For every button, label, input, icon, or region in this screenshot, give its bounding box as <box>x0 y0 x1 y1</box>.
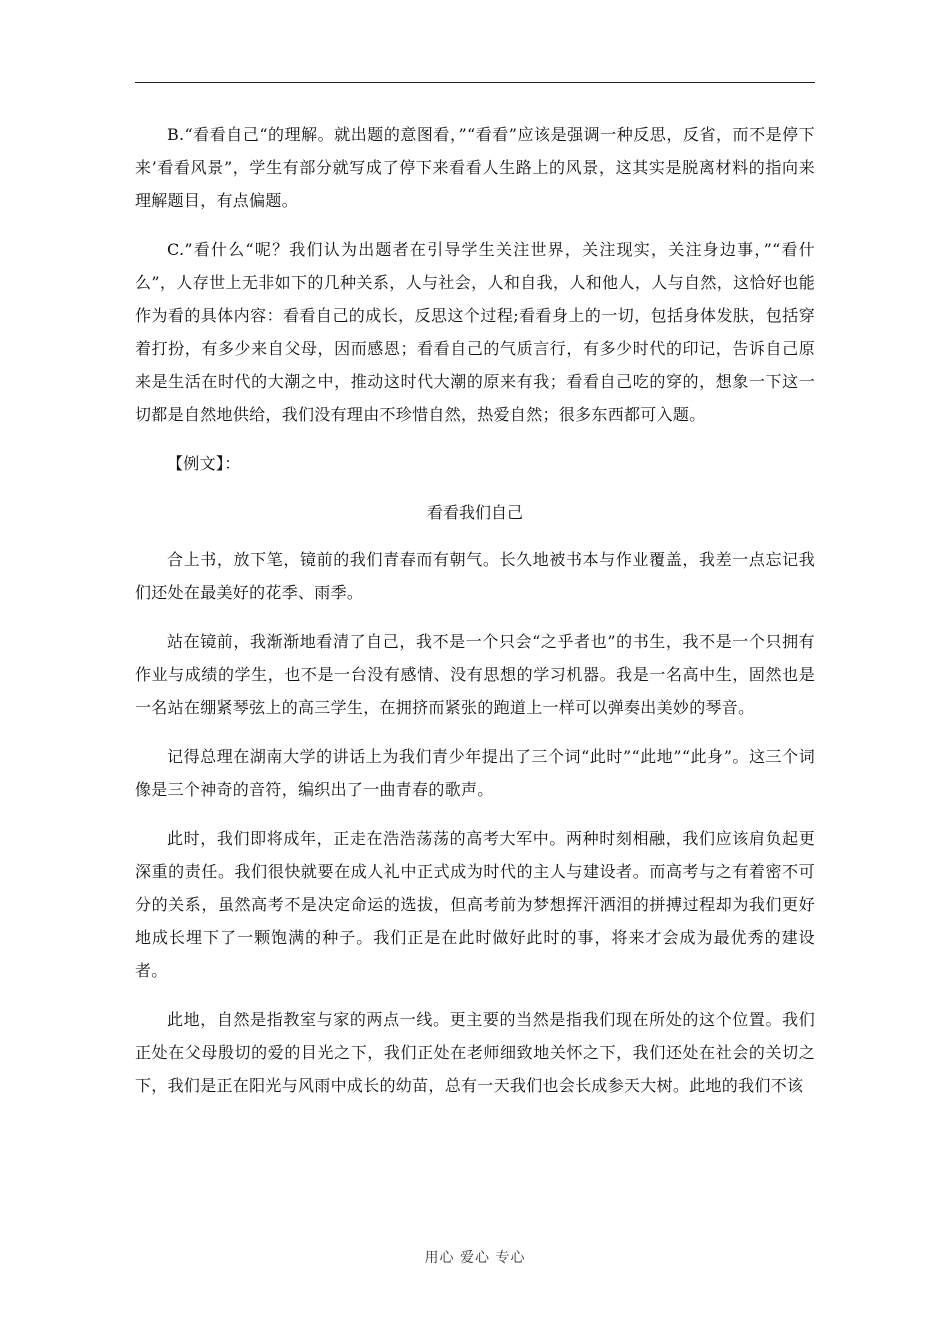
essay-paragraph: 站在镜前，我渐渐地看清了自己，我不是一个只会“之乎者也”的书生，我不是一个只拥有作业与成绩的学生，也不是一台没有感情、没有思想的学习机器。我是一名高中生，固然也是一名站在绷紧琴弦上的高三学生，在拥挤而紧张的跑道上一样可以弹奏出美妙的琴音。 <box>135 632 815 717</box>
essay-paragraph: 合上书，放下笔，镜前的我们青春而有朝气。长久地被书本与作业覆盖，我差一点忘记我们还处在最美好的花季、雨季。 <box>135 550 815 602</box>
essay-title: 看看我们自己 <box>426 503 523 522</box>
essay-paragraph: 此地，自然是指教室与家的两点一线。更主要的当然是指我们现在所处的这个位置。我们正处在父母殷切的爱的目光之下，我们正处在老师细致地关怀之下，我们还处在社会的关切之下，我们是正在阳光与风雨中成长的幼苗，总有一天我们也会长成参天大树。此地的我们不该 <box>135 1010 815 1095</box>
document-body <box>135 118 815 1118</box>
essay-paragraph: 记得总理在湖南大学的讲话上为我们青少年提出了三个词“此时”“此地”“此身”。这三个词像是三个神奇的音符，编织出了一曲青春的歌声。 <box>135 747 815 799</box>
example-label: 【例文】： <box>167 454 241 473</box>
page-footer: 用心 爱心 专心 <box>424 1250 526 1266</box>
essay-paragraph: 此时，我们即将成年，正走在浩浩荡荡的高考大军中。两种时刻相融，我们应该肩负起更深重的责任。我们很快就要在成人礼中正式成为时代的主人与建设者。而高考与之有着密不可分的关系，虽然高考不是决定命运的选拔，但高考前为梦想挥汗洒泪的拼搏过程却为我们更好地成长埋下了一颗饱满的种子。我们正是在此时做好此时的事，将来才会成为最优秀的建设者。 <box>135 829 815 980</box>
header-rule <box>135 82 815 83</box>
paragraph-b: B.“看看自己“的理解。就出题的意图看，”“看看”应该是强调一种反思，反省，而不是停下来’看看风景”，学生有部分就写成了停下来看看人生路上的风景，这其实是脱离材料的指向来理解题目，有点偏题。 <box>135 125 815 210</box>
paragraph-c: C.”看什么“呢？我们认为出题者在引导学生关注世界，关注现实，关注身边事，”“看什么”，人存世上无非如下的几种关系，人与社会，人和自我，人和他人，人与自然，这恰好也能作为看的具体内容：看看自己的成长，反思这个过程;看看身上的一切，包括身体发肤，包括穿着打扮，有多少来自父母，因而感恩；看看自己的气质言行，有多少时代的印记，告诉自己原来是生活在时代的大潮之中，推动这时代大潮的原来有我；看看自己吃的穿的，想象一下这一切都是自然地供给，我们没有理由不珍惜自然，热爱自然；很多东西都可入题。 <box>135 240 815 424</box>
